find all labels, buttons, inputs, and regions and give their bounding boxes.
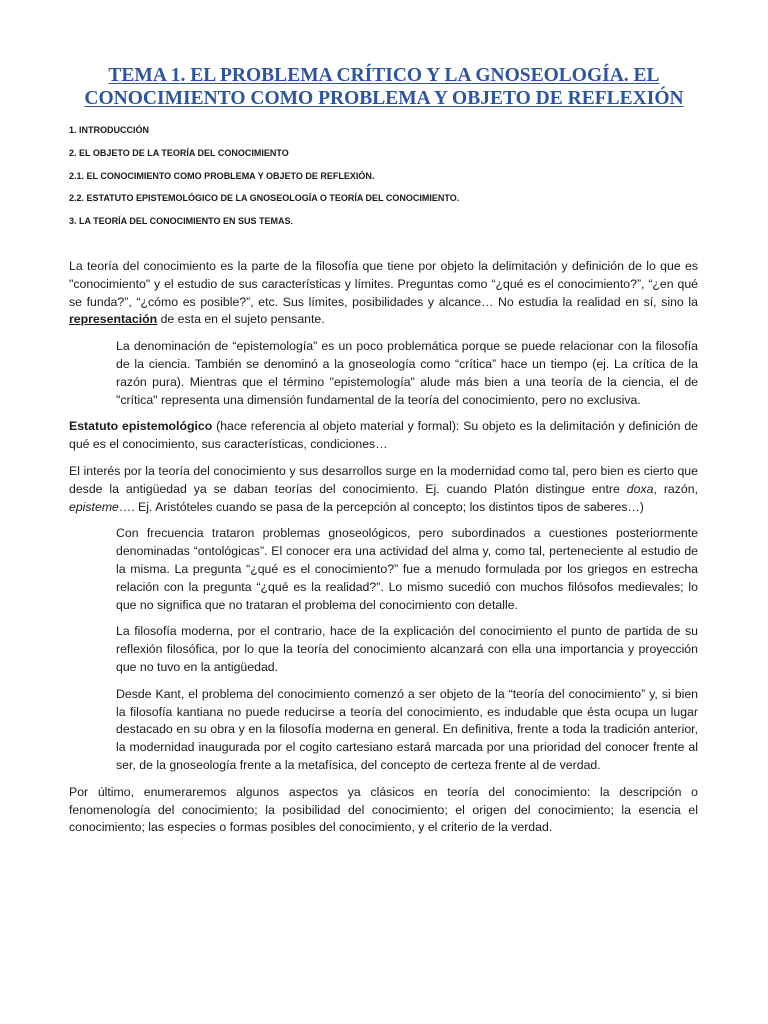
table-of-contents <box>69 124 709 238</box>
paragraph-text: La teoría del conocimiento es la parte de la filosofía que tiene por objeto la delimitación y definición de lo que es "conocimiento" y el estudio de sus características y límites. Preguntas como “¿qué es el conocimiento?”, “¿en qué se funda?”, “¿cómo es posible?”, etc. Sus límites, posibilidades y alcance… No estudia la realidad en sí, sino la <box>69 259 698 309</box>
document-body <box>69 258 698 837</box>
emphasis-representacion: representación <box>69 312 158 327</box>
paragraph-text: El interés por la teoría del conocimiento y sus desarrollos surge en la modernidad como tal, pero bien es cierto que desde la antigüedad ya se daban teorías del conocimiento. Ej. cuando Platón distingue entre <box>69 463 698 496</box>
paragraph-kant: Desde Kant, el problema del conocimiento comenzó a ser objeto de la “teoría del conocimiento” y, si bien la filosofía kantiana no puede reducirse a teoría del conocimiento, es indudable que ésta ocupa un lugar destacado en su obra y en la filosofía moderna en general. En definitiva, frente a toda la tradición anterior, la modernidad inaugurada por el cogito cartesiano estará marcada por una prioridad del conocer frente al ser, de la gnoseología frente a la metafísica, del concepto de certeza frente al de verdad. <box>116 686 698 772</box>
toc-item: 2.2. ESTATUTO EPISTEMOLÓGICO DE LA GNOSEOLOGÍA O TEORÍA DEL CONOCIMIENTO. <box>69 193 460 204</box>
term-episteme: episteme <box>69 499 119 514</box>
document-title: TEMA 1. EL PROBLEMA CRÍTICO Y LA GNOSEOLOGÍA. EL CONOCIMIENTO COMO PROBLEMA Y OBJETO DE REFLEXIÓN <box>84 65 684 109</box>
paragraph-estatuto <box>69 418 698 454</box>
paragraph-aspectos: Por último, enumeraremos algunos aspectos ya clásicos en teoría del conocimiento: la descripción o fenomenología del conocimiento; la posibilidad del conocimiento; el origen del conocimiento; la esencia el conocimiento; las especies o formas posibles del conocimiento, y el criterio de la verdad. <box>69 784 698 835</box>
paragraph-definition <box>69 258 698 329</box>
toc-item: 2.1. EL CONOCIMIENTO COMO PROBLEMA Y OBJETO DE REFLEXIÓN. <box>69 170 375 181</box>
paragraph-text: …. Ej. Aristóteles cuando se pasa de la percepción al concepto; los distintos tipos de saberes…) <box>118 499 644 514</box>
paragraph-text: de esta en el sujeto pensante. <box>157 312 325 327</box>
paragraph-filosofia-moderna: La filosofía moderna, por el contrario, hace de la explicación del conocimiento el punto de partida de su reflexión filosófica, por lo que la teoría del conocimiento alcanzará con ella una importancia y proyección que no tuvo en la antigüedad. <box>116 624 698 674</box>
term-doxa: doxa <box>626 481 654 496</box>
paragraph-antiguedad: Con frecuencia trataron problemas gnoseológicos, pero subordinados a cuestiones posteriormente denominadas “ontológicas”. El conocer era una actividad del alma y, como tal, perteneciente al estudio de la misma. La pregunta “¿qué es el conocimiento?” fue a menudo formulada por los griegos en estrecha relación con la pregunta “¿qué es la realidad?”. Lo mismo sucedió con muchos filósofos medievales; lo que no significa que no trataran el problema del conocimiento con detalle. <box>116 526 698 612</box>
term-estatuto-epistemologico: Estatuto epistemológico <box>69 419 213 434</box>
toc-item: 3. LA TEORÍA DEL CONOCIMIENTO EN SUS TEMAS. <box>69 216 294 227</box>
toc-item: 2. EL OBJETO DE LA TEORÍA DEL CONOCIMIENTO <box>69 147 289 158</box>
paragraph-text: , razón, <box>653 481 698 496</box>
paragraph-epistemologia: La denominación de “epistemología” es un poco problemática porque se puede relacionar con la filosofía de la ciencia. También se denominó a la gnoseología como “crítica” hace un tiempo (ej. La crítica de la razón pura). Mientras que el término "epistemología" alude más bien a una teoría de la ciencia, el de "crítica" representa una dimensión fundamental de la teoría del conocimiento, pero no exclusiva. <box>116 339 698 407</box>
paragraph-text: (hace referencia al objeto material y formal): Su objeto es la delimitación y definición de qué es el conocimiento, sus características, condiciones… <box>69 419 699 452</box>
paragraph-interes <box>69 463 698 516</box>
toc-item: 1. INTRODUCCIÓN <box>69 125 150 135</box>
